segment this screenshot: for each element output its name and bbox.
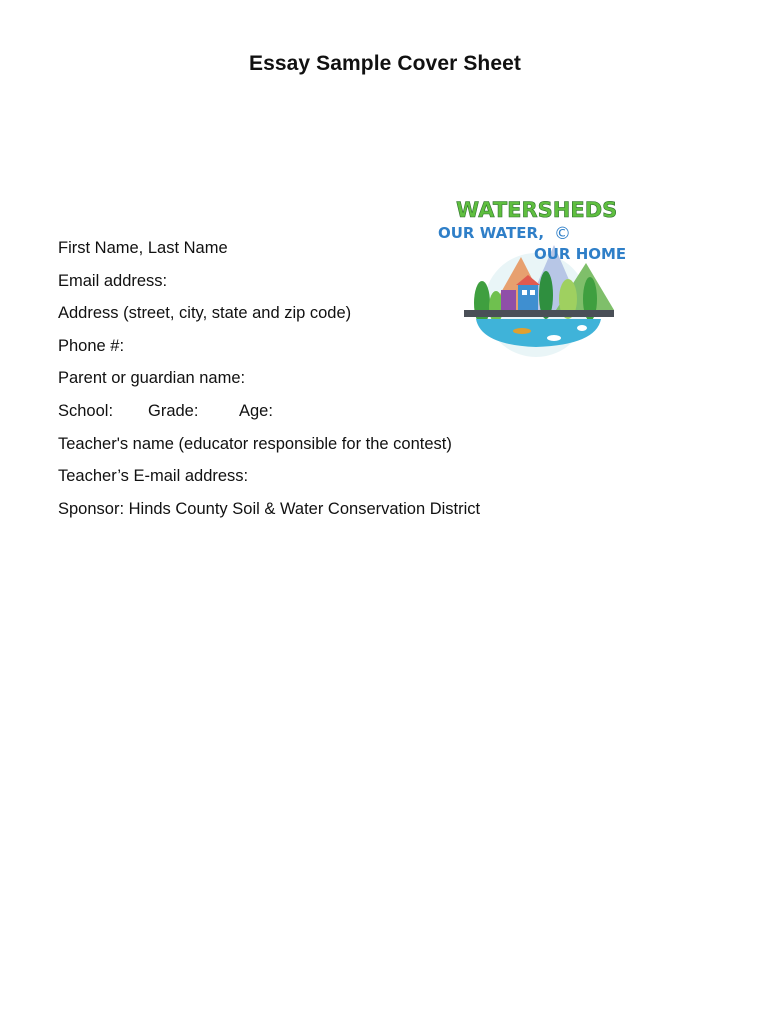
field-address: Address (street, city, state and zip code) [58, 304, 352, 323]
logo-window [522, 290, 527, 295]
logo-tree [489, 291, 503, 323]
logo-ground [464, 310, 614, 317]
logo-copyright-mark: © [554, 224, 571, 244]
field-name: First Name, Last Name [58, 239, 228, 257]
cover-sheet-fields [58, 237, 480, 530]
field-school: School: [58, 401, 114, 420]
logo-house [501, 290, 516, 310]
logo-text-our-water: OUR WATER, [438, 224, 545, 242]
field-parent: Parent or guardian name: [58, 369, 246, 388]
field-email: Email address: [58, 271, 168, 290]
field-sponsor: Sponsor: Hinds County Soil & Water Conservation District [58, 499, 481, 518]
logo-boat [577, 325, 587, 331]
logo-text-watersheds: WATERSHEDS [456, 198, 618, 222]
logo-boat [513, 328, 531, 334]
logo-boat [547, 335, 561, 341]
field-age: Age: [239, 401, 273, 420]
field-phone: Phone #: [58, 336, 125, 355]
field-teacher-name: Teacher's name (educator responsible for the contest) [58, 434, 452, 453]
logo-house [518, 285, 538, 310]
page-title: Essay Sample Cover Sheet [248, 52, 522, 75]
field-grade: Grade: [148, 401, 199, 420]
logo-text-our-home: OUR HOME [534, 245, 627, 263]
field-school-grade-age [58, 400, 480, 433]
logo-window [530, 290, 535, 295]
field-teacher-email: Teacher’s E-mail address: [58, 467, 249, 486]
logo-water [476, 319, 601, 347]
